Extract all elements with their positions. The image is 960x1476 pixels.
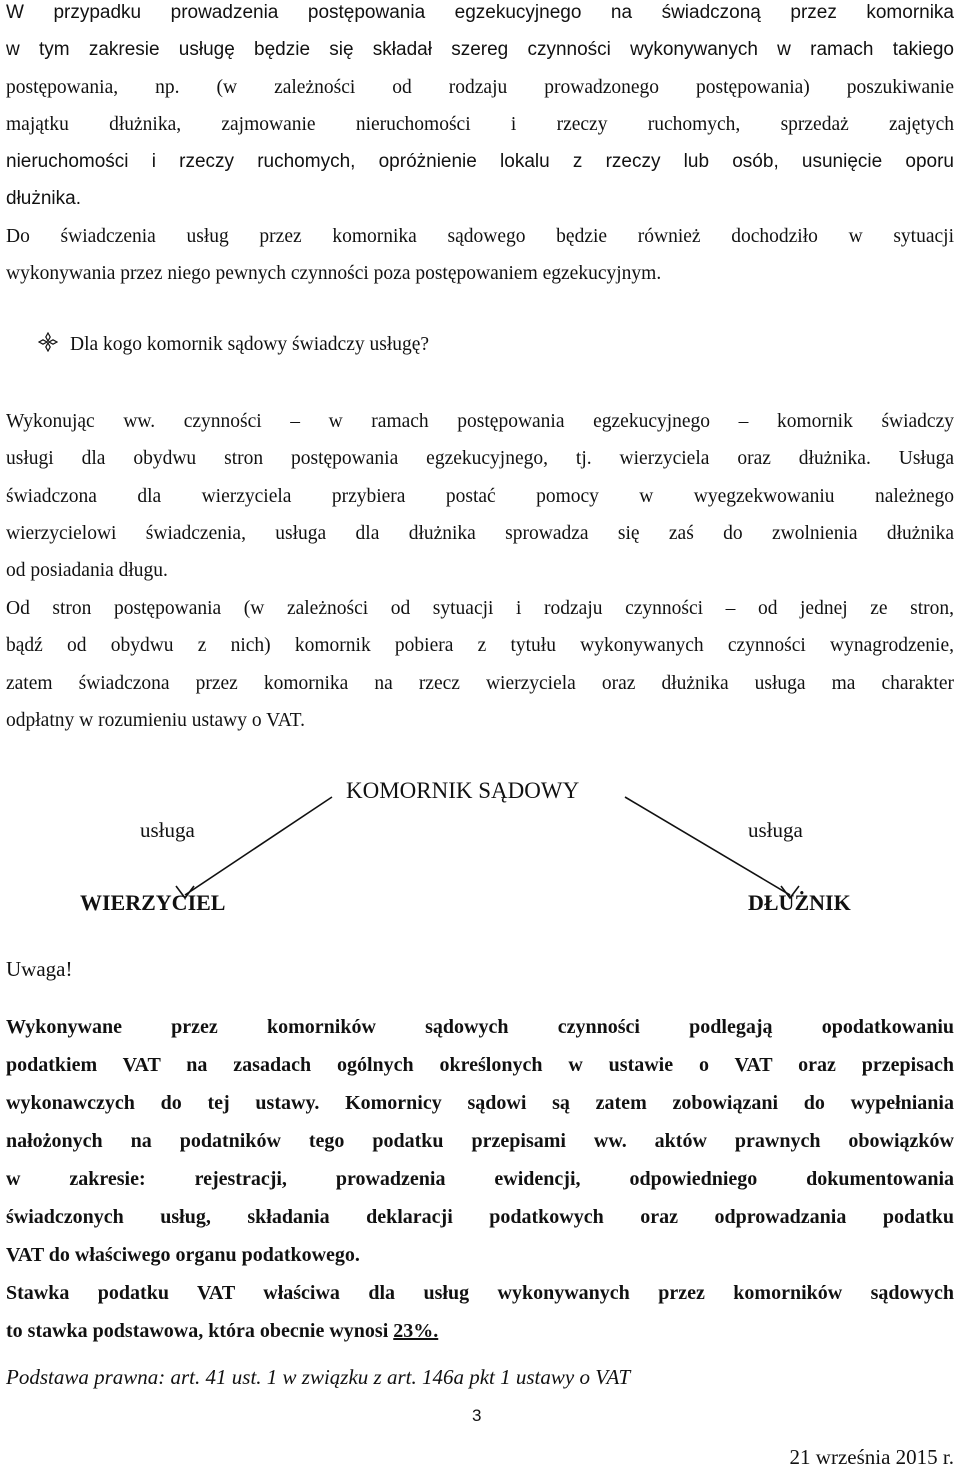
text-line: podatkiem VAT na zasadach ogólnych określonych w ustawie o VAT oraz przepisach (6, 1054, 954, 1076)
text-line: odpłatny w rozumieniu ustawy o VAT. (6, 709, 305, 731)
text-line: bądź od obydwu z nich) komornik pobiera z tytułu wykonywanych czynności wynagrodzenie, (6, 635, 954, 657)
text-line: w tym zakresie usługę będzie się składał szereg czynności wykonywanych w ramach takiego (6, 39, 954, 61)
diamond-bullet-icon (38, 332, 58, 352)
text-line: Wykonywane przez komorników sądowych czynności podlegają opodatkowaniu (6, 1016, 954, 1038)
text-line: świadczona dla wierzyciela przybiera postać pomocy w wyegzekwowaniu należnego (6, 485, 954, 507)
rate-sentence: to stawka podstawowa, która obecnie wynosi (6, 1320, 394, 1342)
text-line: nieruchomości i rzeczy ruchomych, opróżnienie lokalu z rzeczy lub osób, usunięcie oporu (6, 151, 954, 173)
node-debtor: DŁUŻNIK (748, 890, 851, 915)
text-line: Stawka podatku VAT właściwa dla usług wykonywanych przez komorników sądowych (6, 1282, 954, 1304)
text-line: wykonawczych do tej ustawy. Komornicy sądowi są zatem zobowiązani do wypełniania (6, 1092, 954, 1114)
legal-basis: Podstawa prawna: art. 41 ust. 1 w związku z art. 146a pkt 1 ustawy o VAT (6, 1365, 631, 1389)
question-heading (38, 332, 429, 356)
paragraph-intro (6, 0, 954, 218)
text-line: usługi dla obydwu stron postępowania egzekucyjnego, tj. wierzyciela oraz dłużnika. Usługa (6, 448, 954, 470)
text-line: zatem świadczona przez komornika na rzecz wierzyciela oraz dłużnika usługa ma charakter (6, 672, 954, 694)
text-line: w zakresie: rejestracji, prowadzenia ewidencji, odpowiedniego dokumentowania (6, 1168, 954, 1190)
document-date: 21 września 2015 r. (789, 1445, 954, 1469)
text-line: W przypadku prowadzenia postępowania egzekucyjnego na świadczoną przez komornika (6, 2, 954, 23)
text-line: świadczonych usług, składania deklaracji podatkowych oraz odprowadzania podatku (6, 1206, 954, 1228)
paragraph-service-parties (6, 403, 954, 589)
edge-label-right: usługa (748, 818, 803, 842)
text-line (6, 1312, 954, 1350)
paragraph-outside-enforcement (6, 218, 954, 293)
vat-rate: 23%. (393, 1320, 439, 1342)
node-bailiff: KOMORNIK SĄDOWY (346, 778, 580, 803)
text-line: postępowania, np. (w zależności od rodzaju prowadzonego postępowania) poszukiwanie (6, 76, 954, 98)
text-line: od posiadania długu. (6, 560, 168, 582)
note-heading: Uwaga! (6, 957, 73, 981)
arrow-to-debtor (625, 797, 790, 895)
text-line: VAT do właściwego organu podatkowego. (6, 1244, 360, 1266)
page-number: 3 (472, 1406, 482, 1425)
arrow-to-creditor (185, 797, 332, 895)
node-creditor: WIERZYCIEL (80, 890, 226, 915)
text-line: dłużnika. (6, 188, 81, 210)
text-line: majątku dłużnika, zajmowanie nieruchomości i rzeczy ruchomych, sprzedaż zajętych (6, 113, 954, 135)
question-text: Dla kogo komornik sądowy świadczy usługę? (70, 334, 430, 355)
service-diagram (0, 770, 960, 940)
vat-note (6, 1008, 954, 1350)
paragraph-remuneration (6, 590, 954, 739)
text-line: Wykonując ww. czynności – w ramach postępowania egzekucyjnego – komornik świadczy (6, 411, 954, 432)
text-line: wierzycielowi świadczenia, usługa dla dłużnika sprowadza się zaś do zwolnienia dłużnika (6, 522, 954, 544)
edge-label-left: usługa (140, 818, 195, 842)
text-line: Do świadczenia usług przez komornika sądowego będzie również dochodziło w sytuacji (6, 226, 954, 247)
text-line: wykonywania przez niego pewnych czynności poza postępowaniem egzekucyjnym. (6, 263, 662, 285)
text-line: nałożonych na podatników tego podatku przepisami ww. aktów prawnych obowiązków (6, 1130, 954, 1152)
text-line: Od stron postępowania (w zależności od sytuacji i rodzaju czynności – od jednej ze stron, (6, 598, 954, 619)
